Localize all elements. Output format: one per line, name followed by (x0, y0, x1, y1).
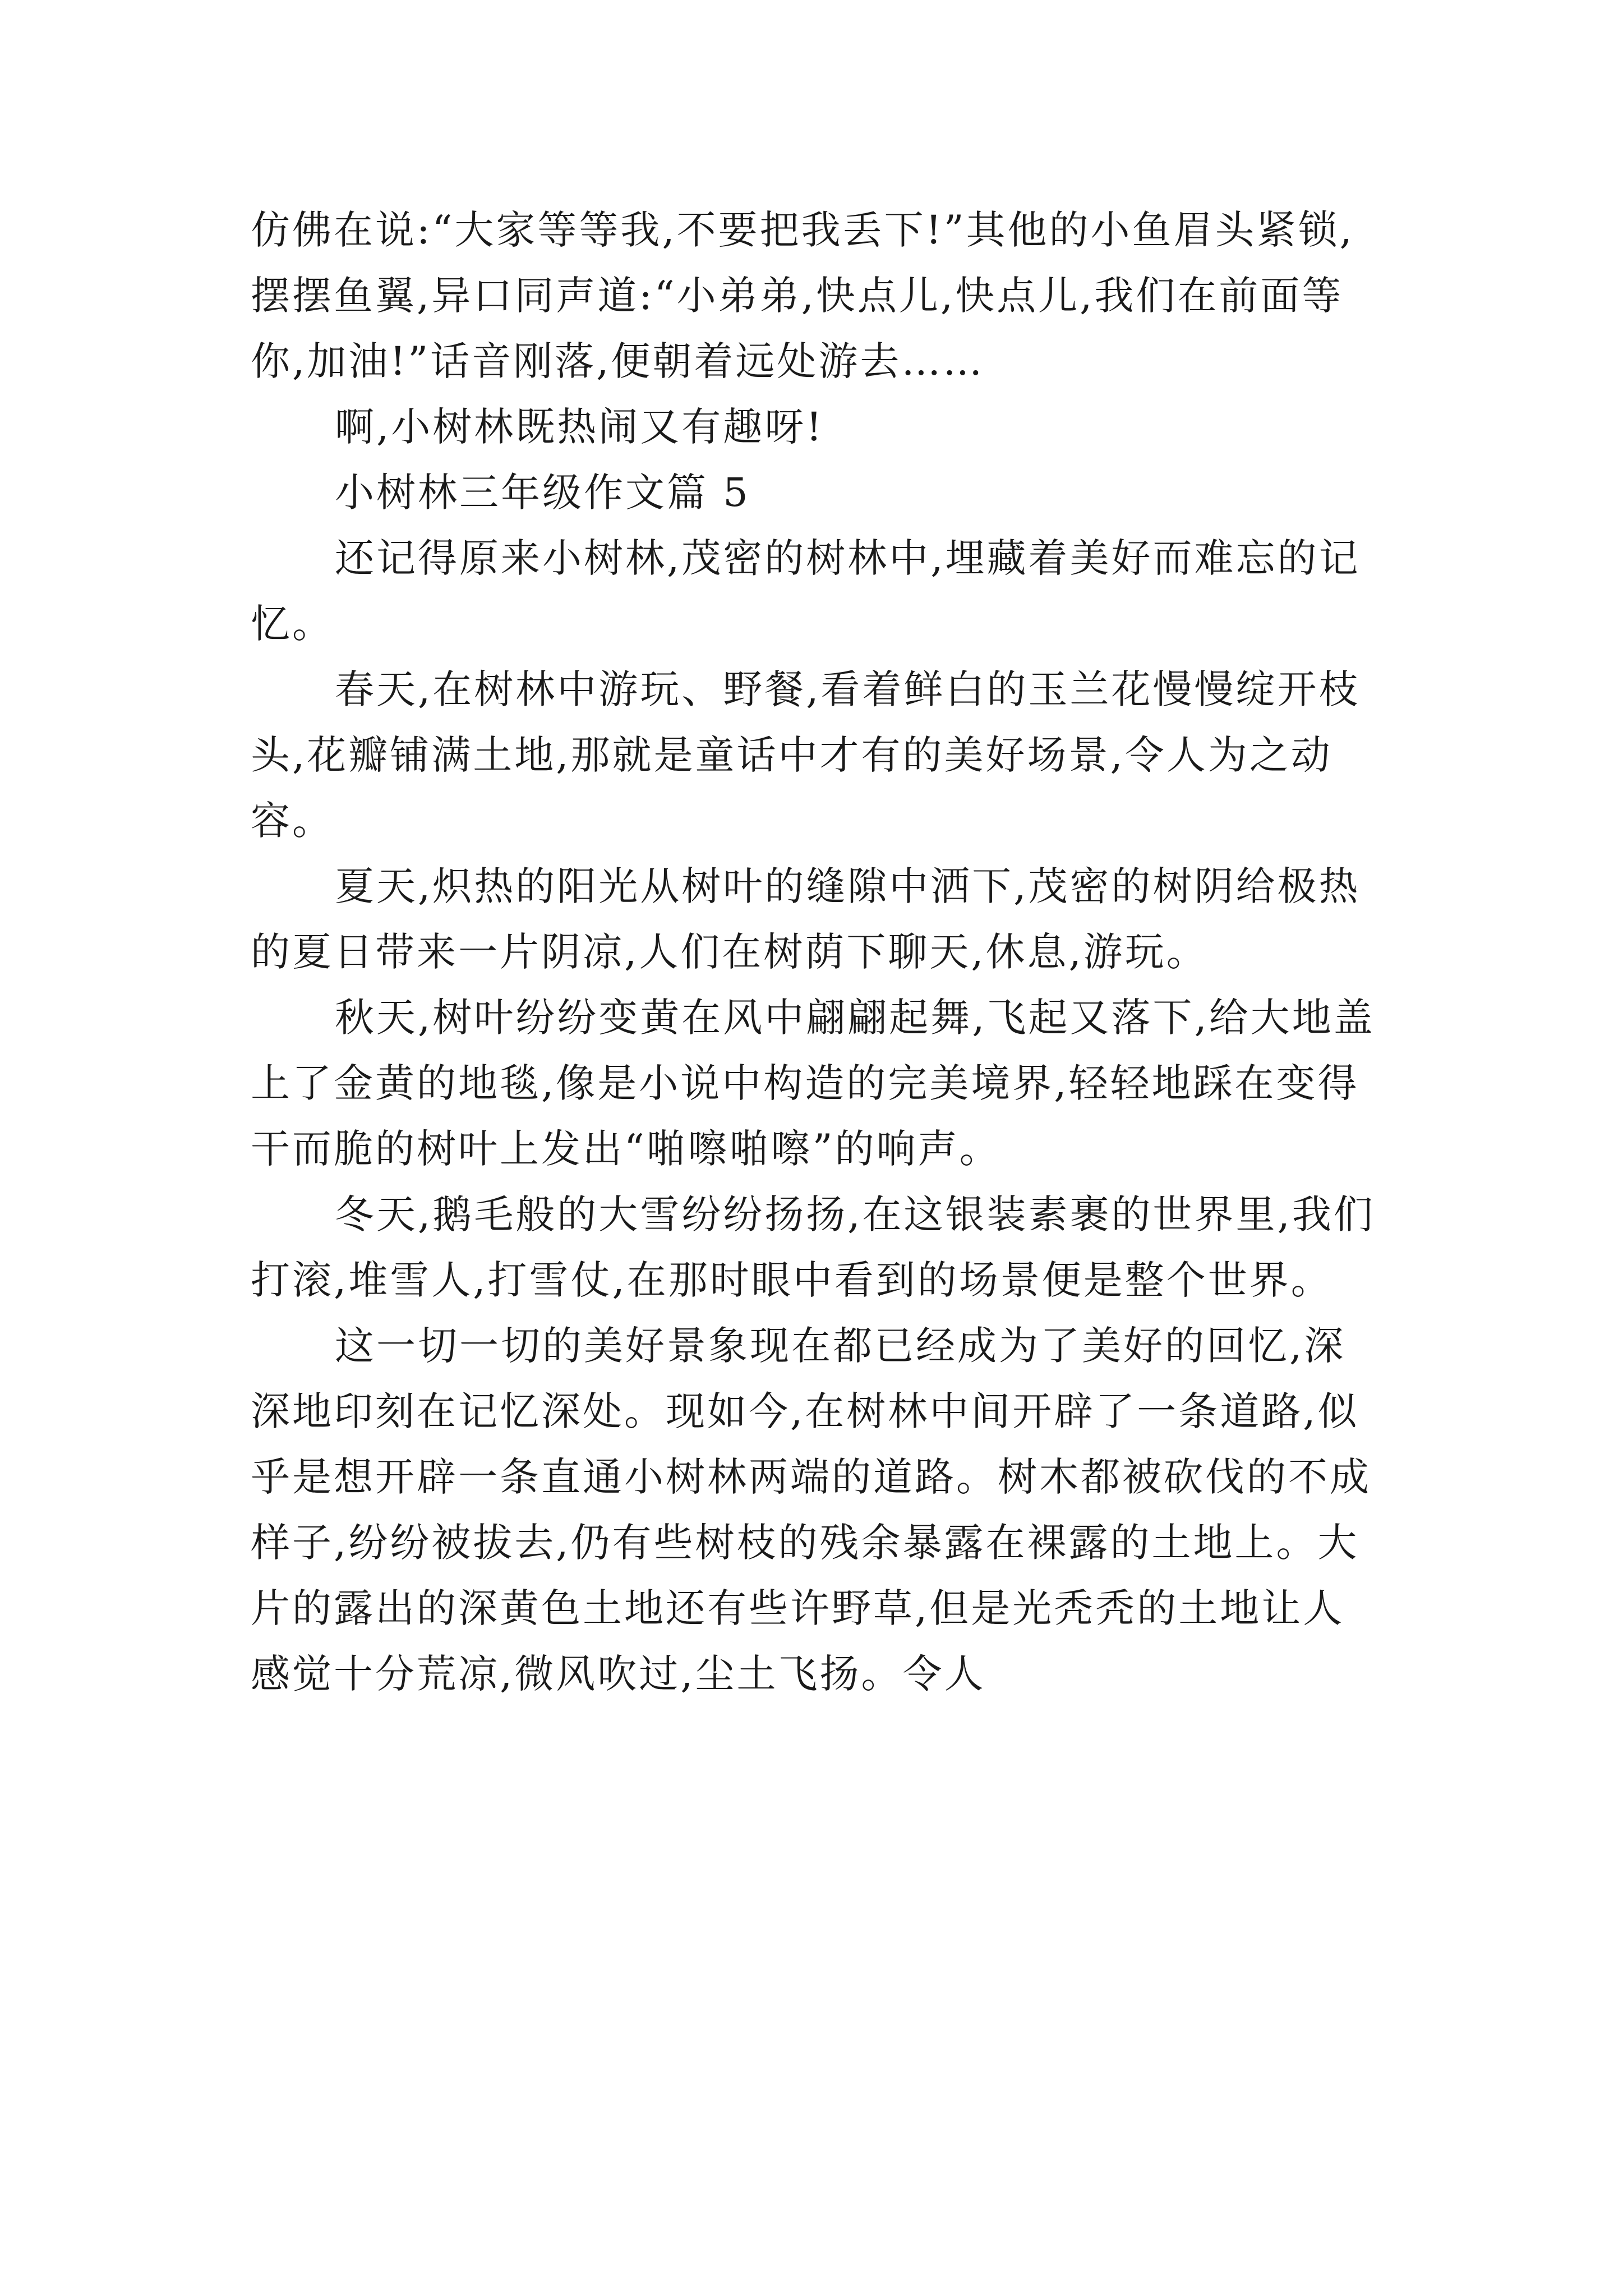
section-heading: 小树林三年级作文篇 5 (335, 470, 750, 516)
paragraph-intro: 还记得原来小树林,茂密的树林中,埋藏着美好而难忘的记忆。 (251, 535, 1361, 647)
paragraph-present: 这一切一切的美好景象现在都已经成为了美好的回忆,深深地印刻在记忆深处。现如今,在树林中间开辟了一条道路,似乎是想开辟一条直通小树林两端的道路。树木都被砍伐的不成样子,纷纷被拔去,仍有些树枝的残余暴露在裸露的土地上。大片的露出的深黄色土地还有些许野草,但是光秃秃的土地让人感觉十分荒凉,微风吹过,尘土飞扬。令人 (251, 1323, 1371, 1697)
paragraph-autumn: 秋天,树叶纷纷变黄在风中翩翩起舞,飞起又落下,给大地盖上了金黄的地毯,像是小说中构造的完美境界,轻轻地踩在变得干而脆的树叶上发出“啪嚓啪嚓”的响声。 (251, 995, 1375, 1172)
paragraph-winter: 冬天,鹅毛般的大雪纷纷扬扬,在这银装素裹的世界里,我们打滚,堆雪人,打雪仗,在那时眼中看到的场景便是整个世界。 (251, 1191, 1375, 1303)
paragraph-continued: 仿佛在说:“大家等等我,不要把我丢下!”其他的小鱼眉头紧锁,摆摆鱼翼,异口同声道:“小弟弟,快点儿,快点儿,我们在前面等你,加油!”话音刚落,便朝着远处游去…… (251, 207, 1354, 384)
paragraph-spring: 春天,在树林中游玩、野餐,看着鲜白的玉兰花慢慢绽开枝头,花瓣铺满土地,那就是童话中才有的美好场景,令人为之动容。 (251, 666, 1361, 844)
article-body (251, 197, 1378, 1707)
paragraph-summer: 夏天,炽热的阳光从树叶的缝隙中洒下,茂密的树阴给极热的夏日带来一片阴凉,人们在树荫下聊天,休息,游玩。 (251, 863, 1361, 975)
paragraph-exclamation: 啊,小树林既热闹又有趣呀! (335, 404, 824, 450)
